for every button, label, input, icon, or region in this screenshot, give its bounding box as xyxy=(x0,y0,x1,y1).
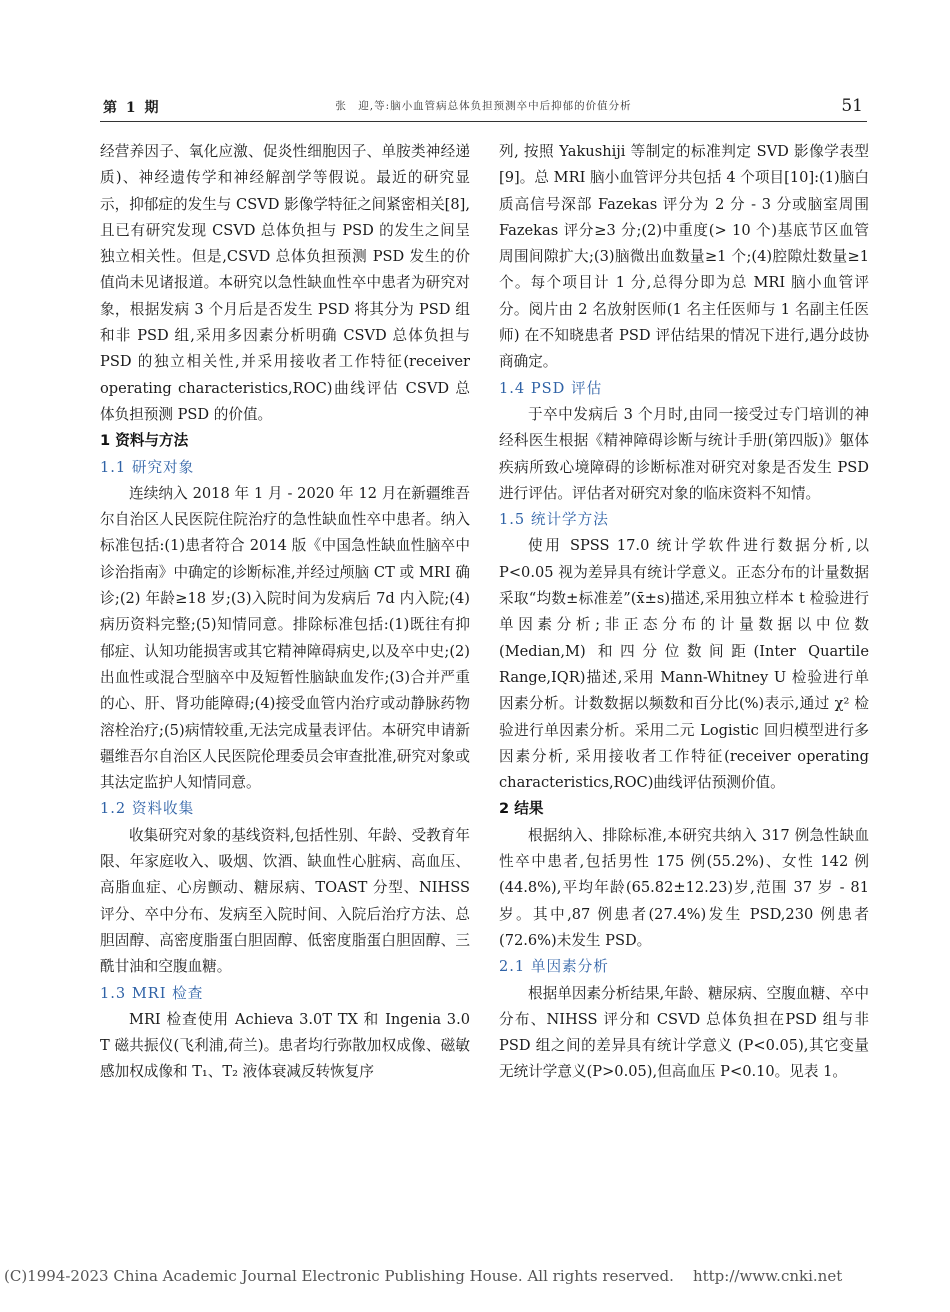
paragraph: 连续纳入 2018 年 1 月 - 2020 年 12 月在新疆维吾尔自治区人民医院住院治疗的急性缺血性卒中患者。纳入标准包括:(1)患者符合 2014 版《中国急性缺血性脑卒中诊治指南》中确定的诊断标准,并经过颅脑 CT 或 MRI 确诊;(2) 年龄≥18 岁;(3)入院时间为发病后 7d 内入院;(4) 病历资料完整;(5)知情同意。排除标准包括:(1)既往有抑郁症、认知功能损害或其它精神障碍病史,以及卒中史;(2)出血性或混合型脑卒中及短暂性脑缺血发作;(3)合并严重的心、肝、肾功能障碍;(4)接受血管内治疗或动静脉药物溶栓治疗;(5)病情较重,无法完成量表评估。本研究申请新疆维吾尔自治区人民医院伦理委员会审查批准,研究对象或其法定监护人知情同意。 xyxy=(100,484,470,792)
subsection-heading: 1.3 MRI 检查 xyxy=(100,984,204,1002)
paragraph: 列, 按照 Yakushiji 等制定的标准判定 SVD 影像学表型[9]。总 MRI 脑小血管评分共包括 4 个项目[10]:(1)脑白质高信号深部 Fazekas 评分为 2 分 - 3 分或脑室周围 Fazekas 评分≥3 分;(2)中重度(> 10 个)基底节区血管周围间隙扩大;(3)脑微出血数量≥1 个;(4)腔隙灶数量≥1 个。每个项目计 1 分,总得分即为总 MRI 脑小血管评分。阅片由 2 名放射医师(1 名主任医师与 1 名副主任医师) 在不知晓患者 PSD 评估结果的情况下进行,遇分歧协商确定。 xyxy=(499,143,869,371)
paragraph: 使用 SPSS 17.0 统计学软件进行数据分析,以 P<0.05 视为差异具有统计学意义。正态分布的计量数据采取“均数±标准差”(x̄±s)描述,采用独立样本 t 检验进行单因素分析;非正态分布的计量数据以中位数 (Median,M) 和四分位数间距(Inter Quartile Range,IQR)描述,采用 Mann-Whitney U 检验进行单因素分析。计数数据以频数和百分比(%)表示,通过 χ² 检验进行单因素分析。采用二元 Logistic 回归模型进行多因素分析, 采用接收者工作特征(receiver operating characteristics,ROC)曲线评估预测价值。 xyxy=(499,537,869,792)
subsection-heading: 1.5 统计学方法 xyxy=(499,511,609,529)
left-column xyxy=(100,139,470,1086)
subsection-heading: 1.2 资料收集 xyxy=(100,800,195,818)
paragraph: 根据纳入、排除标准,本研究共纳入 317 例急性缺血性卒中患者,包括男性 175 例(55.2%)、女性 142 例(44.8%),平均年龄(65.82±12.23)岁,范围 37 岁 - 81 岁。其中,87 例患者(27.4%)发生 PSD,230 例患者(72.6%)未发生 PSD。 xyxy=(499,826,869,949)
header-rule xyxy=(100,121,867,122)
running-header xyxy=(100,97,867,121)
page-number: 51 xyxy=(841,96,863,116)
paragraph: 经营养因子、氧化应激、促炎性细胞因子、单胺类神经递质)、神经遗传学和神经解剖学等假说。最近的研究显示，抑郁症的发生与 CSVD 影像学特征之间紧密相关[8],且已有研究发现 CSVD 总体负担与 PSD 的发生之间呈独立相关性。但是,CSVD 总体负担预测 PSD 发生的价值尚未见诸报道。本研究以急性缺血性卒中患者为研究对象，根据发病 3 个月后是否发生 PSD 将其分为 PSD 组和非 PSD 组,采用多因素分析明确 CSVD 总体负担与 PSD 的独立相关性,并采用接收者工作特征(receiver operating characteristics,ROC)曲线评估 CSVD 总体负担预测 PSD 的价值。 xyxy=(100,143,470,423)
paragraph: 于卒中发病后 3 个月时,由同一接受过专门培训的神经科医生根据《精神障碍诊断与统计手册(第四版)》躯体疾病所致心境障碍的诊断标准对研究对象是否发生 PSD 进行评估。评估者对研究对象的临床资料不知情。 xyxy=(499,405,869,502)
copyright-footer: (C)1994-2023 China Academic Journal Electronic Publishing House. All rights reserved. http://www.cnki.net xyxy=(4,1267,843,1285)
paragraph: 根据单因素分析结果,年龄、糖尿病、空腹血糖、卒中分布、NIHSS 评分和 CSVD 总体负担在PSD 组与非 PSD 组之间的差异具有统计学意义 (P<0.05),其它变量无统计学意义(P>0.05),但高血压 P<0.10。见表 1。 xyxy=(499,984,869,1081)
subsection-heading: 1.1 研究对象 xyxy=(100,458,195,476)
section-heading: 1 资料与方法 xyxy=(100,432,189,450)
subsection-heading: 1.4 PSD 评估 xyxy=(499,379,603,397)
subsection-heading: 2.1 单因素分析 xyxy=(499,958,609,976)
paragraph: 收集研究对象的基线资料,包括性别、年龄、受教育年限、年家庭收入、吸烟、饮酒、缺血性心脏病、高血压、高脂血症、心房颤动、糖尿病、TOAST 分型、NIHSS 评分、卒中分布、发病至入院时间、入院后治疗方法、总胆固醇、高密度脂蛋白胆固醇、低密度脂蛋白胆固醇、三酰甘油和空腹血糖。 xyxy=(100,826,470,976)
running-title: 张 迎,等:脑小血管病总体负担预测卒中后抑郁的价值分析 xyxy=(335,100,632,112)
right-column xyxy=(499,139,869,1086)
issue-label: 第 1 期 xyxy=(103,100,161,116)
paragraph: MRI 检查使用 Achieva 3.0T TX 和 Ingenia 3.0 T 磁共振仪(飞利浦,荷兰)。患者均行弥散加权成像、磁敏感加权成像和 T₁、T₂ 液体衰减反转恢复序 xyxy=(100,1010,470,1081)
section-heading: 2 结果 xyxy=(499,800,544,818)
